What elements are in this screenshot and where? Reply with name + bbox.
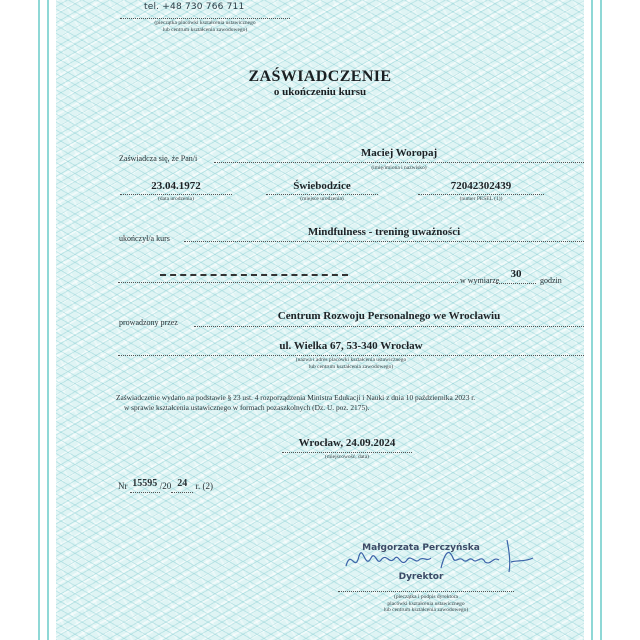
document-title: ZAŚWIADCZENIE: [248, 68, 392, 85]
organizer-caption: (nazwa i adres placówki kształcenia ustawicznego lub centrum kształcenia zawodowego): [295, 357, 407, 370]
hours-line: [496, 283, 536, 284]
birth-place-caption: (miejsce urodzenia): [300, 196, 344, 202]
issue-caption: (miejscowość, data): [325, 454, 369, 460]
organizer-label: prowadzony przez: [119, 318, 178, 327]
organizer-line: [194, 326, 584, 327]
duration-label: w wymiarze: [460, 276, 500, 285]
right-border-outer: [600, 0, 602, 640]
signatory-name: Małgorzata Perczyńska: [362, 543, 480, 553]
certificate-number: Nr 15595 /20 24 r. (2): [118, 478, 214, 491]
number-year: 24: [177, 478, 188, 489]
organizer-name: Centrum Rozwoju Personalnego we Wrocławiu: [277, 310, 501, 322]
document-subtitle: o ukończeniu kursu: [273, 86, 367, 98]
birth-date-line: [120, 194, 232, 195]
signature-line: [338, 591, 514, 592]
address-line: [118, 355, 584, 356]
left-border-outer: [38, 0, 40, 640]
signatory-role: Dyrektor: [398, 572, 444, 582]
course-hours: 30: [510, 268, 522, 280]
pesel: 72042302439: [450, 180, 512, 192]
issue-place-date: Wrocław, 24.09.2024: [298, 437, 396, 449]
course-label: ukończył/a kurs: [119, 234, 170, 243]
pesel-line: [418, 194, 544, 195]
legal-basis: Zaświadczenie wydano na podstawie § 23 ust. 4 rozporządzenia Ministra Edukacji i Nauki z dnia 10 października 2023 r. w sprawie kształcenia ustawicznego w formach pozaszkolnych (Dz. U. poz. 2175).: [116, 393, 476, 412]
name-line: [214, 162, 584, 163]
course-name: Mindfulness - trening uważności: [307, 226, 461, 238]
course-line: [184, 241, 584, 242]
birth-place-line: [266, 194, 378, 195]
course-line-2: [118, 282, 458, 283]
stamp-caption: (pieczątka placówki kształcenia ustawicznego lub centrum kształcenia zawodowego): [154, 20, 256, 33]
signature-caption: (pieczątka i podpis dyrektora placówki kształcenia ustawicznego lub centrum kształcenia zawodowego): [383, 594, 469, 613]
stamp-phone: tel. +48 730 766 711: [144, 2, 245, 12]
hours-unit: godzin: [540, 276, 562, 285]
number-value: 15595: [132, 478, 158, 489]
name-caption: (imię/imiona i nazwisko): [371, 165, 427, 171]
certificate-paper: [56, 0, 584, 640]
birth-place: Świebodzice: [293, 180, 351, 192]
birth-date-caption: (data urodzenia): [158, 196, 194, 202]
birth-date: 23.04.1972: [151, 180, 201, 192]
right-border-inner: [591, 0, 593, 640]
stamp-line: [120, 18, 290, 19]
course-dashes: [160, 274, 348, 276]
left-border-inner: [47, 0, 49, 640]
intro-label: Zaświadcza się, że Pan/i: [119, 154, 198, 163]
organizer-address: ul. Wielka 67, 53-340 Wrocław: [279, 340, 423, 352]
person-name: Maciej Woropaj: [360, 147, 438, 159]
pesel-caption: (numer PESEL (1)): [459, 196, 503, 202]
issue-line: [282, 452, 412, 453]
